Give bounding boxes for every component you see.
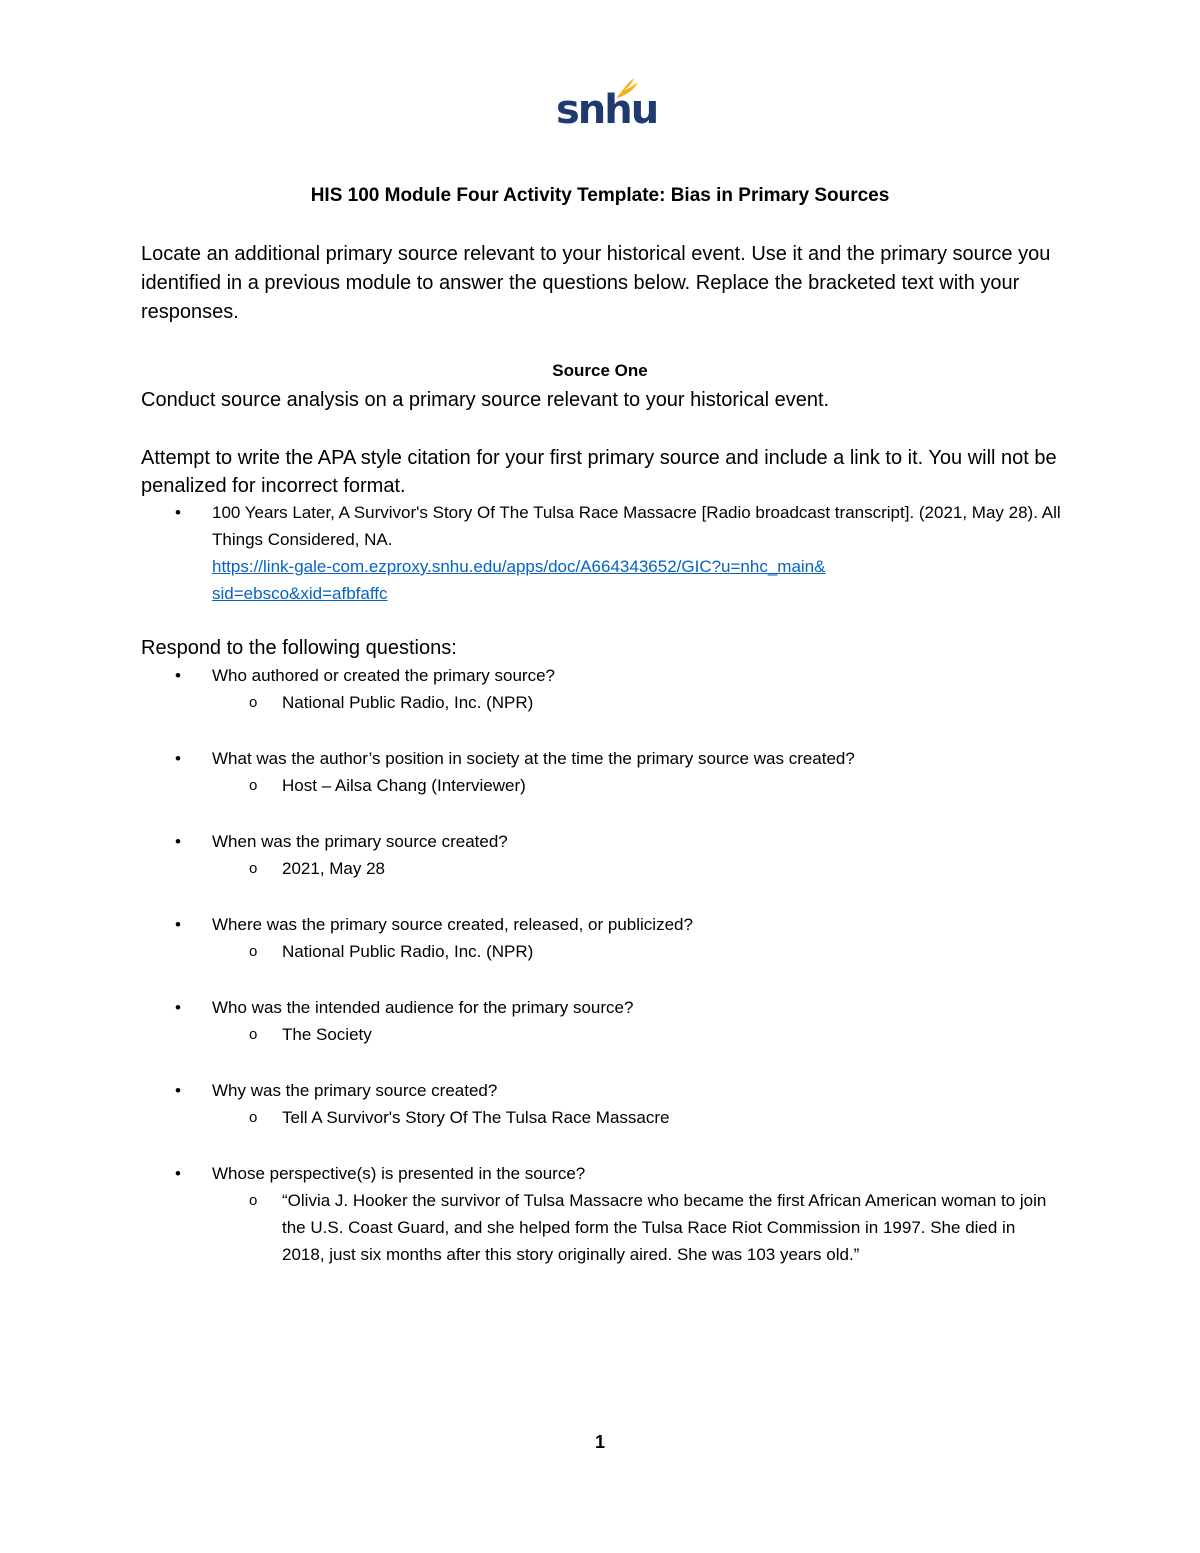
bullet-icon: • xyxy=(175,666,181,685)
bullet-icon: • xyxy=(175,915,181,934)
answer-row xyxy=(141,1104,1052,1131)
page-title: HIS 100 Module Four Activity Template: Bias in Primary Sources xyxy=(310,185,890,206)
question-row xyxy=(141,745,1061,772)
bullet-icon: • xyxy=(175,832,181,851)
answer-row xyxy=(141,1187,1052,1268)
question-row xyxy=(141,828,1061,855)
sub-bullet-icon: o xyxy=(249,777,258,794)
bullet-icon: • xyxy=(175,1164,181,1183)
bullet-icon: • xyxy=(175,503,181,522)
sub-bullet-icon: o xyxy=(249,860,258,877)
respond-label: Respond to the following questions: xyxy=(141,637,457,659)
answer-text: “Olivia J. Hooker the survivor of Tulsa Massacre who became the first African American woman to join the U.S. Coast Guard, and she helped form the Tulsa Race Riot Commission in 1997. She died in 2018, just six months after this story originally aired. She was 103 years old.” xyxy=(282,1191,1047,1264)
question-text: Why was the primary source created? xyxy=(212,1081,498,1100)
question-row xyxy=(141,1160,1061,1187)
citation-prompt: Attempt to write the APA style citation for your first primary source and include a link to it. You will not be penalized for incorrect format. xyxy=(141,447,1057,497)
answer-text: 2021, May 28 xyxy=(282,859,386,878)
question-item xyxy=(141,828,1061,882)
answer-row xyxy=(141,1021,1052,1048)
section-heading: Source One xyxy=(552,361,648,380)
answer-row xyxy=(141,938,1052,965)
question-text: Who was the intended audience for the primary source? xyxy=(212,998,634,1017)
sub-bullet-icon: o xyxy=(249,694,258,711)
sub-bullet-icon: o xyxy=(249,1109,258,1126)
section-description: Conduct source analysis on a primary source relevant to your historical event. xyxy=(141,389,830,411)
answer-text: Host – Ailsa Chang (Interviewer) xyxy=(282,776,526,795)
answer-text: National Public Radio, Inc. (NPR) xyxy=(282,693,534,712)
question-row xyxy=(141,994,1061,1021)
question-row xyxy=(141,911,1061,938)
question-text: Whose perspective(s) is presented in the source? xyxy=(212,1164,586,1183)
sub-bullet-icon: o xyxy=(249,943,258,960)
answer-text: Tell A Survivor's Story Of The Tulsa Race Massacre xyxy=(282,1108,670,1127)
logo-wordmark: snhu xyxy=(556,87,658,133)
page-number: 1 xyxy=(594,1432,605,1452)
citation-link[interactable]: https://link-gale-com.ezproxy.snhu.edu/apps/doc/A664343652/GIC?u=nhc_main&sid=ebsco&xid=afbfaffc xyxy=(212,557,826,603)
answer-row xyxy=(141,772,1052,799)
bullet-icon: • xyxy=(175,1081,181,1100)
question-item xyxy=(141,1160,1061,1268)
sub-bullet-icon: o xyxy=(249,1192,258,1209)
sub-bullet-icon: o xyxy=(249,1026,258,1043)
intro-paragraph: Locate an additional primary source relevant to your historical event. Use it and the primary source you identified in a previous module to answer the questions below. Replace the bracketed text with your responses. xyxy=(141,243,1051,323)
citation-text: 100 Years Later, A Survivor's Story Of The Tulsa Race Massacre [Radio broadcast transcript]. (2021, May 28). All Things Considered, NA. xyxy=(212,503,1061,549)
snhu-logo xyxy=(552,72,658,136)
answer-text: The Society xyxy=(282,1025,372,1044)
citation-item xyxy=(141,499,1061,607)
question-item xyxy=(141,1077,1061,1131)
question-row xyxy=(141,662,1061,689)
question-text: What was the author’s position in society at the time the primary source was created? xyxy=(212,749,855,768)
question-row xyxy=(141,1077,1061,1104)
question-item xyxy=(141,745,1061,799)
bullet-icon: • xyxy=(175,749,181,768)
question-text: Where was the primary source created, released, or publicized? xyxy=(212,915,693,934)
citation-list xyxy=(141,499,1061,607)
bullet-icon: • xyxy=(175,998,181,1017)
answer-row xyxy=(141,855,1052,882)
question-text: Who authored or created the primary source? xyxy=(212,666,556,685)
question-list xyxy=(141,662,1061,1268)
question-text: When was the primary source created? xyxy=(212,832,508,851)
question-item xyxy=(141,911,1061,965)
question-item xyxy=(141,994,1061,1048)
answer-text: National Public Radio, Inc. (NPR) xyxy=(282,942,534,961)
answer-row xyxy=(141,689,1052,716)
question-item xyxy=(141,662,1061,716)
